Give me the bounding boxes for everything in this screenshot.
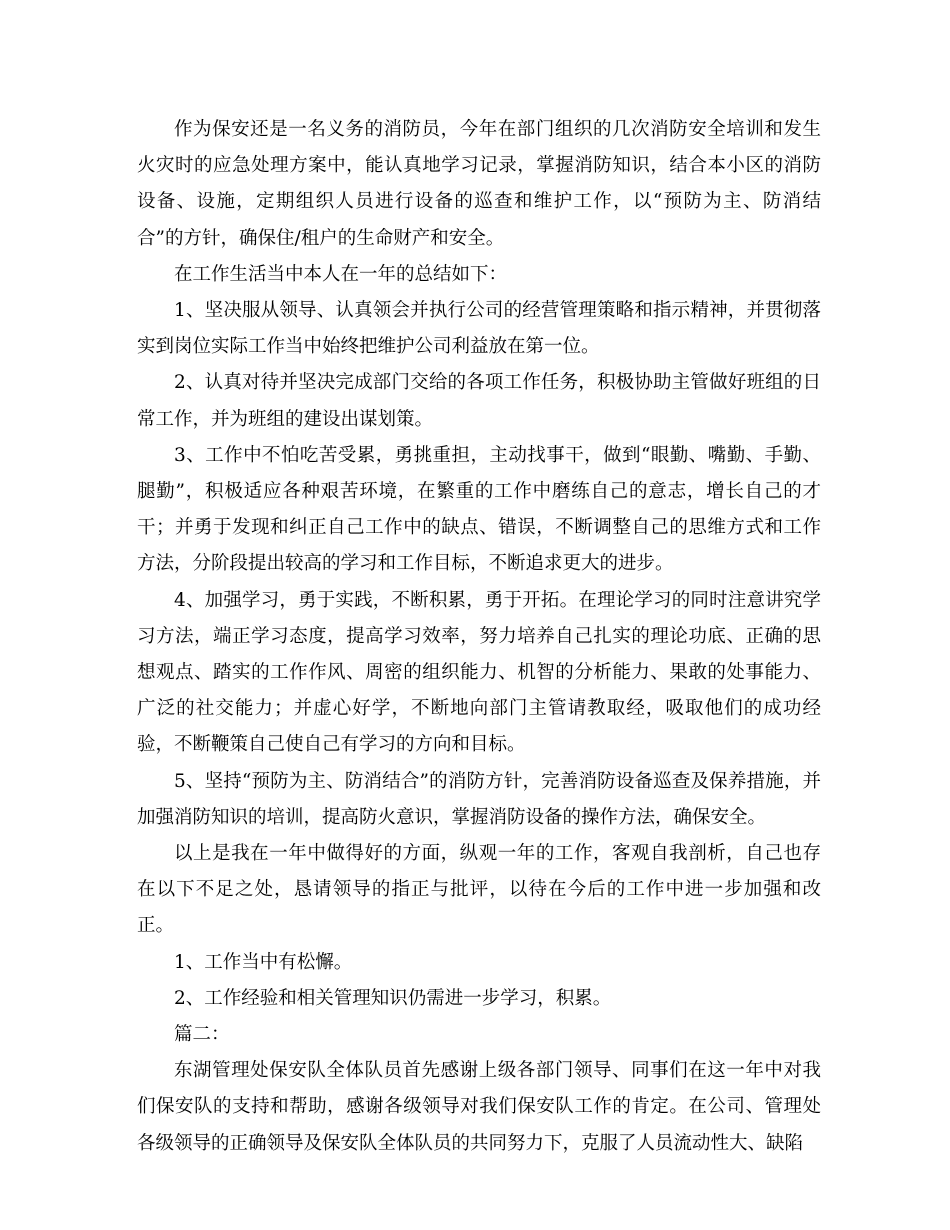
paragraph-item-4-study: 4、加强学习，勇于实践，不断积累，勇于开拓。在理论学习的同时注意讲究学习方法，端正学习态度，提高学习效率，努力培养自己扎实的理论功底、正确的思想观点、踏实的工作作风、周密的组织能力、机智的分析能力、果敢的处事能力、广泛的社交能力；并虚心好学，不断地向部门主管请教取经，吸取他们的成功经验，不断鞭策自己使自己有学习的方向和目标。: [137, 589, 821, 756]
paragraph-shortcoming-1: 1、工作当中有松懈。: [174, 951, 353, 973]
paragraph-fire-safety-duty: 作为保安还是一名义务的消防员，今年在部门组织的几次消防安全培训和发生火灾时的应急处理方案中，能认真地学习记录，掌握消防知识，结合本小区的消防设备、设施，定期组织人员进行设备的巡查和维护工作，以“预防为主、防消结合”的方针，确保住/租户的生命财产和安全。: [137, 119, 821, 249]
section-heading-part-two: 篇二：: [174, 1024, 230, 1046]
paragraph-shortcoming-2: 2、工作经验和相关管理知识仍需进一步学习，积累。: [174, 987, 612, 1009]
paragraph-item-2-complete-tasks: 2、认真对待并坚决完成部门交给的各项工作任务，积极协助主管做好班组的日常工作，并为班组的建设出谋划策。: [137, 372, 821, 430]
paragraph-summary-intro: 在工作生活当中本人在一年的总结如下：: [174, 263, 508, 285]
paragraph-item-5-fire-prevention: 5、坚持“预防为主、防消结合”的消防方针，完善消防设备巡查及保养措施，并加强消防知识的培训，提高防火意识，掌握消防设备的操作方法，确保安全。: [137, 770, 821, 828]
paragraph-shortcomings-intro: 以上是我在一年中做得好的方面，纵观一年的工作，客观自我剖析，自己也存在以下不足之处，恳请领导的指正与批评，以待在今后的工作中进一步加强和改正。: [137, 843, 821, 937]
paragraph-item-3-hard-work: 3、工作中不怕吃苦受累，勇挑重担，主动找事干，做到“眼勤、嘴勤、手勤、腿勤”，积极适应各种艰苦环境，在繁重的工作中磨练自己的意志，增长自己的才干；并勇于发现和纠正自己工作中的缺点、错误，不断调整自己的思维方式和工作方法，分阶段提出较高的学习和工作目标，不断追求更大的进步。: [137, 444, 821, 575]
paragraph-item-1-obey-leadership: 1、坚决服从领导、认真领会并执行公司的经营管理策略和指示精神，并贯彻落实到岗位实际工作当中始终把维护公司利益放在第一位。: [137, 300, 821, 358]
paragraph-part-two-intro: 东湖管理处保安队全体队员首先感谢上级各部门领导、同事们在这一年中对我们保安队的支持和帮助，感谢各级领导对我们保安队工作的肯定。在公司、管理处各级领导的正确领导及保安队全体队员的共同努力下，克服了人员流动性大、缺陷: [137, 1060, 821, 1154]
document-body: [137, 112, 821, 1162]
